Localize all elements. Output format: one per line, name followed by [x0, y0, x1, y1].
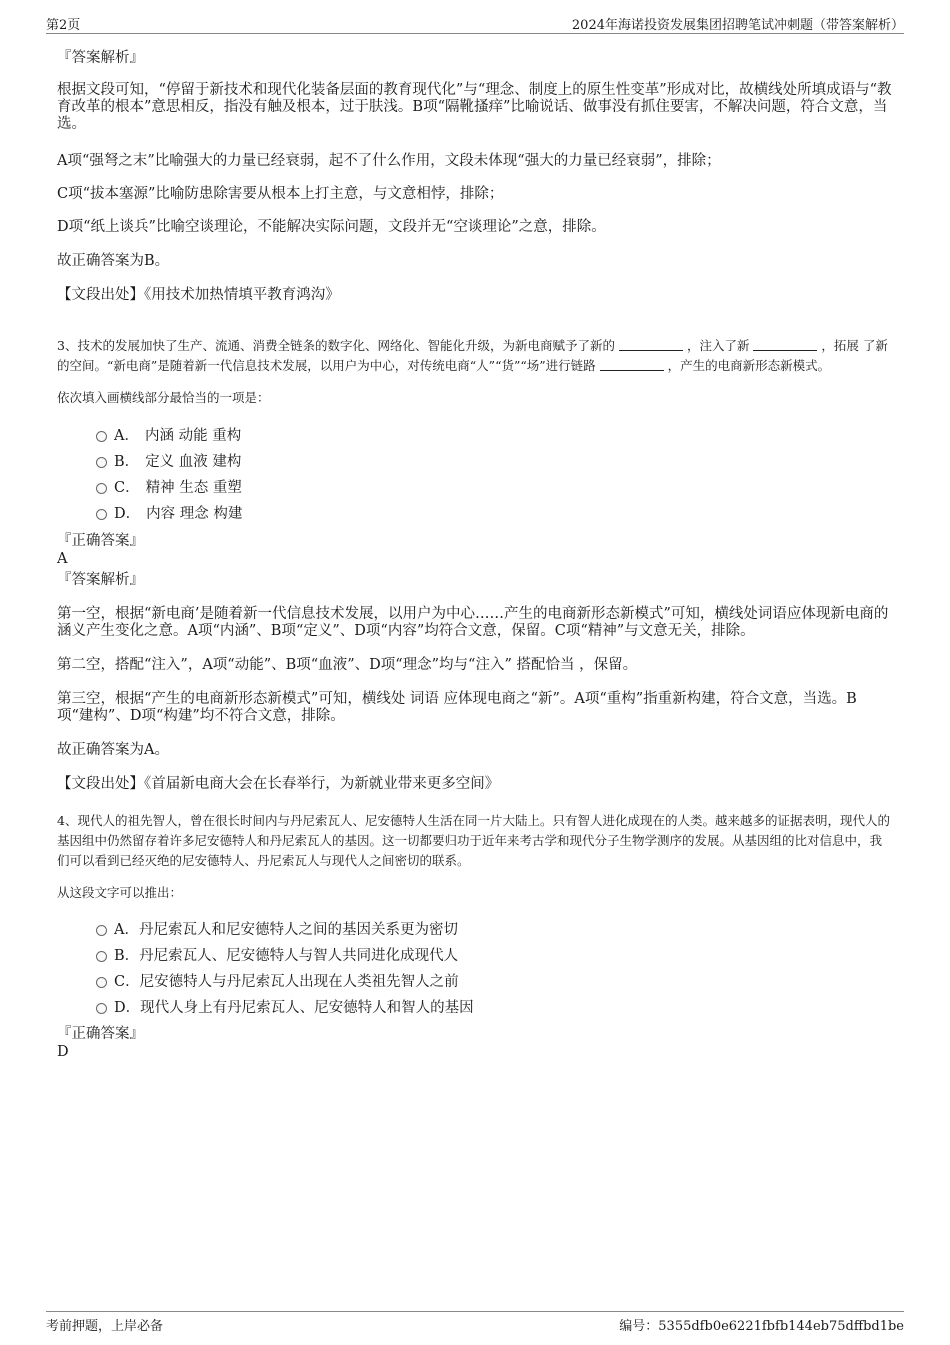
q2-analysis-p5: 故正确答案为B。: [57, 253, 170, 269]
q3-blank-3: [600, 359, 664, 371]
option-letter: A．: [114, 922, 139, 938]
q3-source: 【文段出处】《首届新电商大会在长春举行，为新就业带来更多空间》: [57, 776, 500, 792]
radio-icon[interactable]: [96, 457, 107, 468]
option-text: 丹尼索瓦人、尼安德特人与智人共同进化成现代人: [139, 948, 459, 964]
q3-correct-answer: A: [57, 551, 68, 567]
option-text: 精神 生态 重塑: [145, 480, 242, 496]
document-title: 2024年海诺投资发展集团招聘笔试冲刺题（带答案解析）: [571, 18, 904, 33]
q3-blank-2: [753, 339, 817, 351]
radio-icon[interactable]: [96, 925, 107, 936]
q3-stem-part: 了新的空间。“新电商”是随着新一代信息技术发展，以用户为中心，对传统电商“人”“货”“场”进行链路: [57, 338, 888, 373]
q3-option-a[interactable]: [96, 427, 241, 445]
q3-analysis-p1: 第一空，根据“新电商’是随着新一代信息技术发展，以用户为中心……产生的电商新形态新模式”可知，横线处词语应体现新电商的涵义产生变化之意。A项“内涵”、B项“定义”、D项“内容”均符合文意，保留。C项“精神”与文意无关，排除。: [57, 606, 889, 639]
q3-stem-part: ，注入了新: [686, 338, 750, 353]
q3-correct-label: 『正确答案』: [57, 533, 144, 549]
q4-correct-label: 『正确答案』: [57, 1026, 144, 1042]
q2-analysis-p1: 根据文段可知，“停留于新技术和现代化装备层面的教育现代化”与“理念、制度上的原生性变革”形成对比，故横线处所填成语与“教育改革的根本”意思相反，指没有触及根本，过于肤浅。B项“隔靴搔痒”比喻说话、做事没有抓住要害，不解决问题，符合文意，当选。: [57, 82, 892, 132]
q2-source: 【文段出处】《用技术加热情填平教育鸿沟》: [57, 287, 340, 303]
option-text: 现代人身上有丹尼索瓦人、尼安德特人和智人的基因: [140, 1000, 474, 1016]
option-text: 内容 理念 构建: [146, 506, 243, 522]
radio-icon[interactable]: [96, 1003, 107, 1014]
page-number: 第2页: [46, 18, 81, 33]
q3-stem-part: ，产生的电商新形态新模式。: [667, 358, 831, 373]
q3-analysis-p2: 第二空，搭配“注入”，A项“动能”、B项“血液”、D项“理念”均与“注入” 搭配恰当 ，保留。: [57, 657, 638, 673]
q4-prompt: 从这段文字可以推出：: [57, 885, 183, 900]
q3-stem-part: 3、技术的发展加快了生产、流通、消费全链条的数字化、网络化、智能化升级，为新电商赋予了新的: [57, 338, 615, 353]
page-footer: [46, 1311, 904, 1334]
option-letter: D．: [114, 506, 141, 522]
q3-analysis-p3: 第三空，根据“产生的电商新形态新模式”可知，横线处 词语 应体现电商之“新”。A项“重构”指重新构建，符合文意，当选。B项“建构”、D项“构建”均不符合文意，排除。: [57, 691, 857, 724]
page-header: [46, 14, 904, 34]
q3-option-b[interactable]: [96, 453, 241, 471]
q3-option-c[interactable]: [96, 479, 242, 497]
radio-icon[interactable]: [96, 431, 107, 442]
option-letter: A．: [114, 428, 139, 444]
q4-option-a[interactable]: [96, 921, 458, 939]
q2-analysis-p3: C项“拔本塞源”比喻防患除害要从根本上打主意，与文意相悖，排除；: [57, 186, 504, 202]
q4-option-d[interactable]: [96, 999, 474, 1017]
q3-analysis-p4: 故正确答案为A。: [57, 742, 169, 758]
q3-blank-1: [619, 339, 683, 351]
option-text: 内涵 动能 重构: [144, 428, 242, 444]
document-id: 编号：5355dfb0e6221fbfb144eb75dffbd1be: [619, 1319, 904, 1334]
q4-stem: 4、现代人的祖先智人，曾在很长时间内与丹尼索瓦人、尼安德特人生活在同一片大陆上。只有智人进化成现在的人类。越来越多的证据表明，现代人的基因组中仍然留存着许多尼安德特人和丹尼索瓦人的基因。这一切都要归功于近年来考古学和现代分子生物学测序的发展。从基因组的比对信息中，我们可以看到已经灭绝的尼安德特人、丹尼索瓦人与现代人之间密切的联系。: [57, 813, 890, 868]
q4-correct-answer: D: [57, 1044, 69, 1060]
option-letter: C．: [114, 974, 140, 990]
q2-analysis-p4: D项“纸上谈兵”比喻空谈理论，不能解决实际问题，文段并无“空谈理论”之意，排除。: [57, 219, 606, 235]
q3-analysis-label: 『答案解析』: [57, 572, 144, 588]
radio-icon[interactable]: [96, 951, 107, 962]
q3-option-d[interactable]: [96, 505, 242, 523]
q2-analysis-p2: A项“强弩之末”比喻强大的力量已经衰弱，起不了什么作用，文段未体现“强大的力量已经衰弱”，排除；: [57, 153, 721, 169]
option-letter: B．: [114, 454, 140, 470]
radio-icon[interactable]: [96, 509, 107, 520]
option-text: 尼安德特人与丹尼索瓦人出现在人类祖先智人之前: [139, 974, 459, 990]
footer-slogan: 考前押题，上岸必备: [46, 1319, 164, 1334]
option-letter: B．: [114, 948, 140, 964]
radio-icon[interactable]: [96, 977, 107, 988]
q3-stem-part: ，拓展: [821, 338, 859, 353]
option-letter: C．: [114, 480, 140, 496]
q2-analysis-label: 『答案解析』: [57, 50, 144, 66]
radio-icon[interactable]: [96, 483, 107, 494]
q4-option-b[interactable]: [96, 947, 458, 965]
option-text: 丹尼索瓦人和尼安德特人之间的基因关系更为密切: [138, 922, 458, 938]
option-text: 定义 血液 建构: [145, 454, 242, 470]
q3-stem: [57, 336, 893, 376]
q4-option-c[interactable]: [96, 973, 459, 991]
option-letter: D．: [114, 1000, 141, 1016]
q3-prompt: 依次填入画横线部分最恰当的一项是：: [57, 390, 270, 405]
